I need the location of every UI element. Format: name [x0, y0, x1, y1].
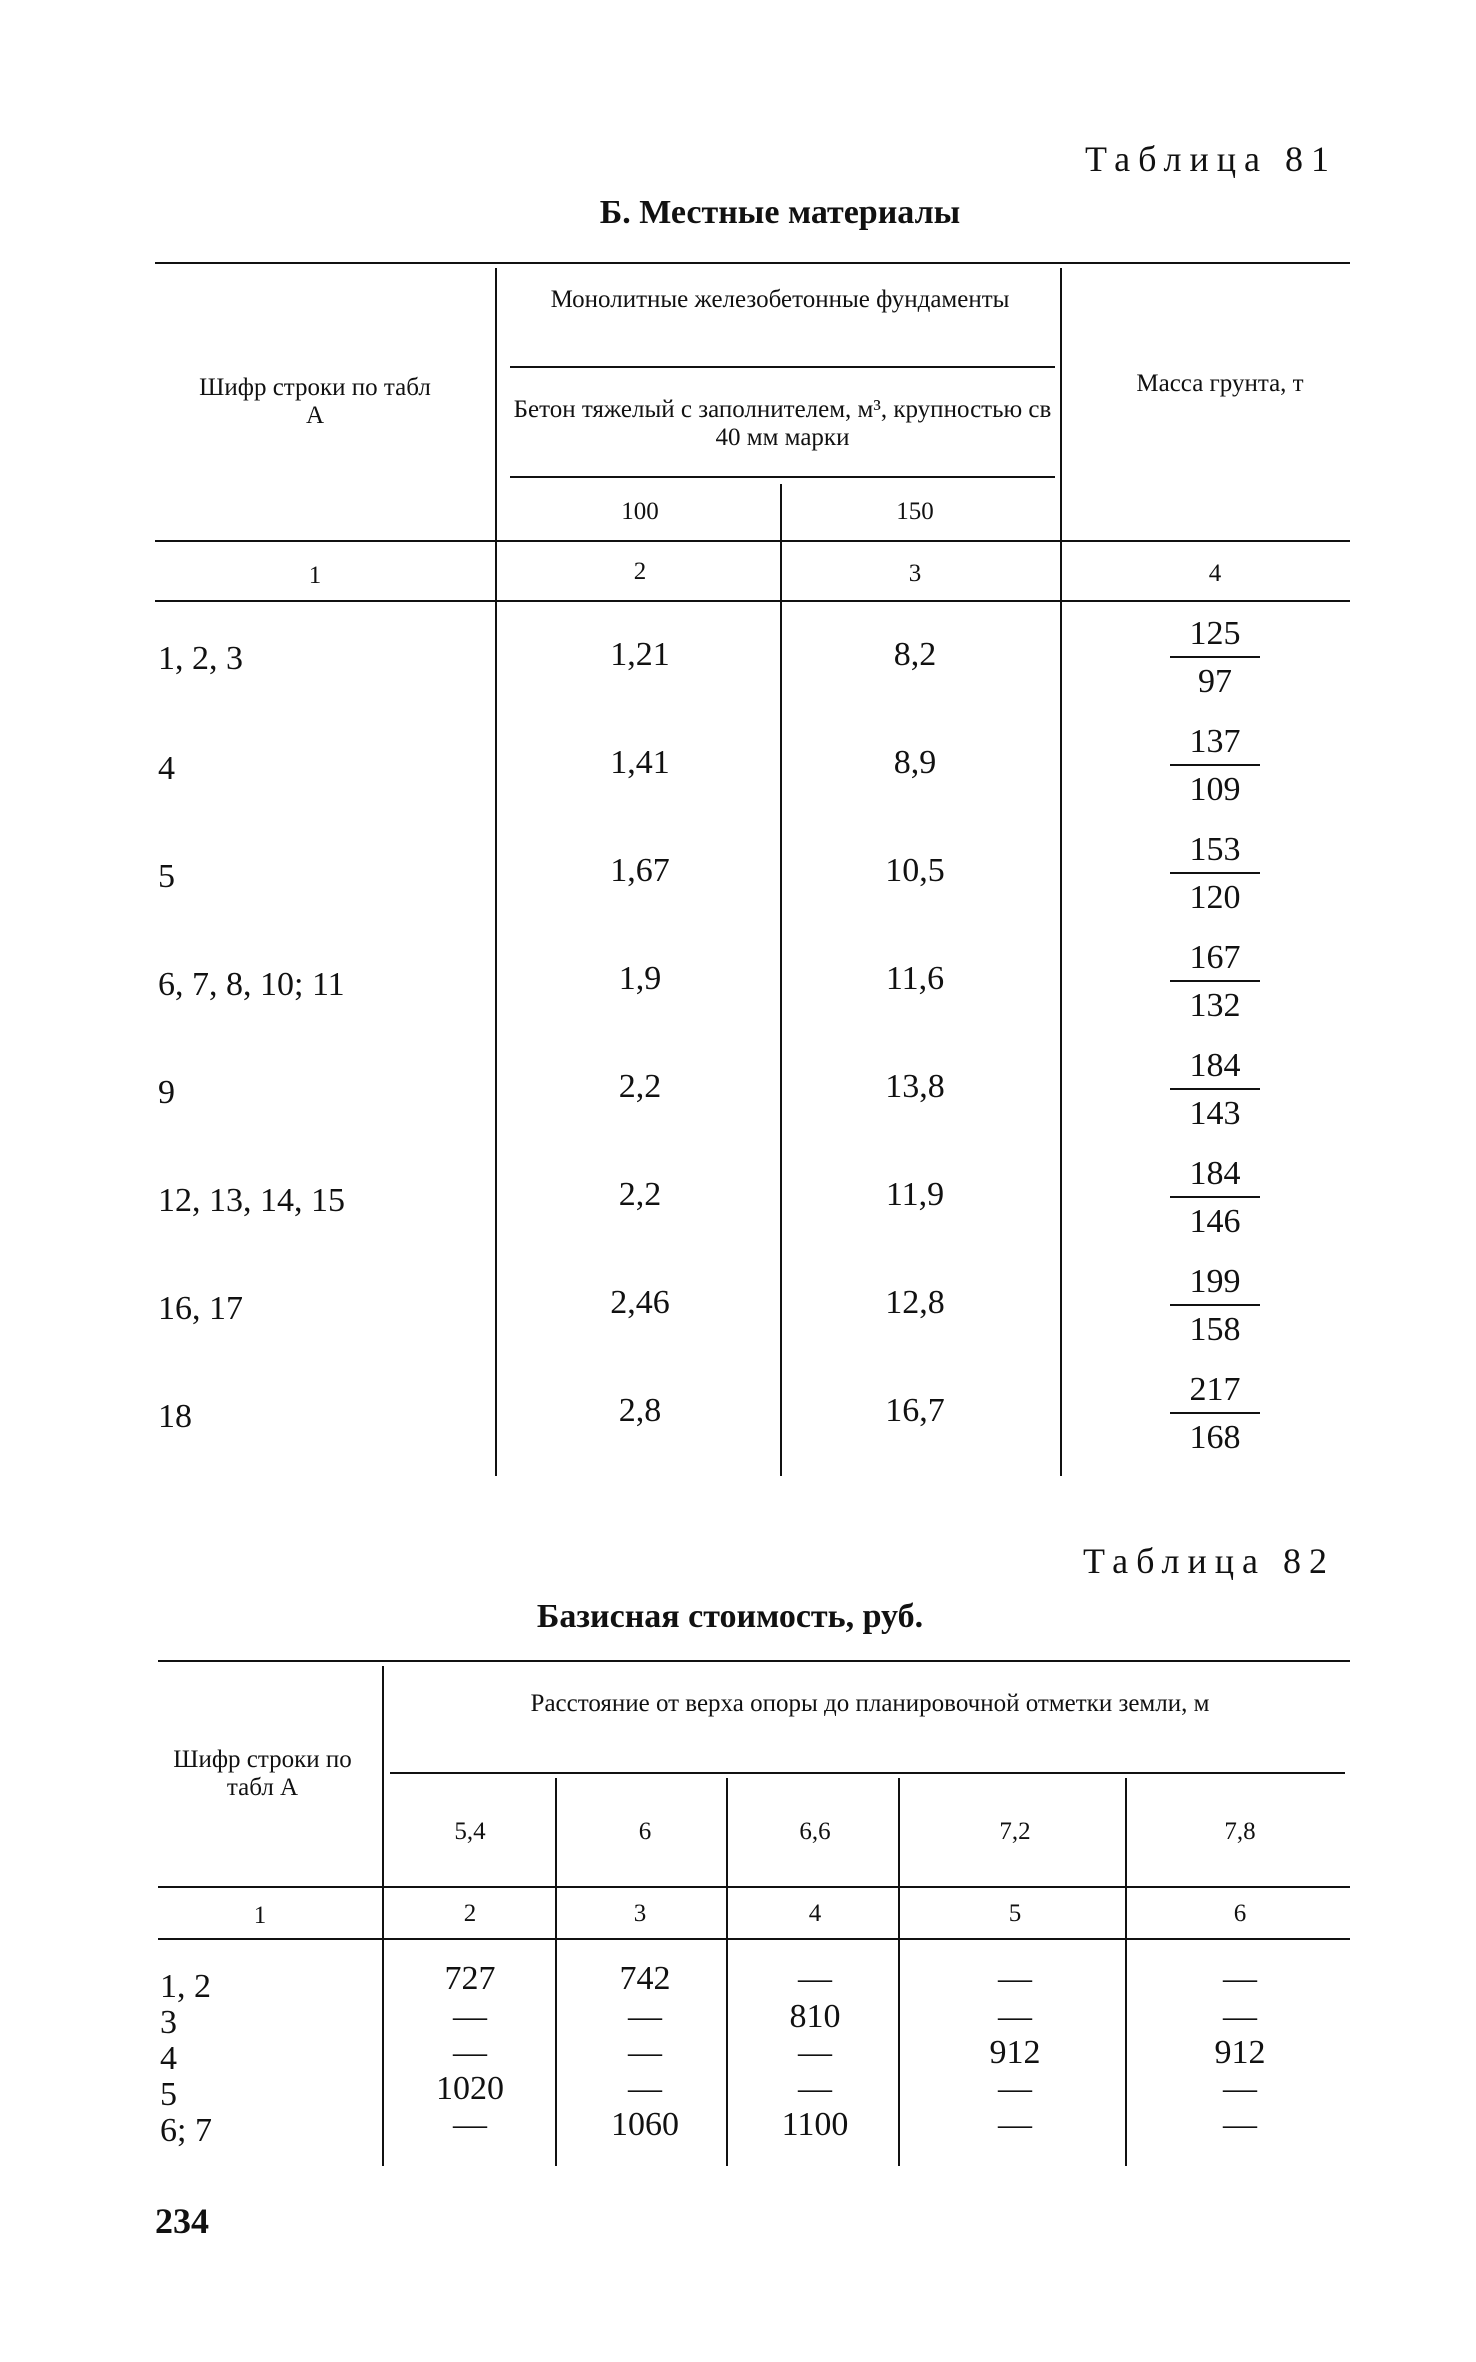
mass-top: 125: [1170, 612, 1260, 658]
mass-top: 217: [1170, 1368, 1260, 1414]
table81-colnum-3: 3: [908, 560, 922, 587]
table82-vrule-5: [1125, 1778, 1127, 2166]
cell-mass: [1170, 1044, 1260, 1134]
cell-mass: [1170, 612, 1260, 702]
cell-mass: [1170, 1152, 1260, 1242]
mass-bottom: 143: [1189, 1095, 1241, 1132]
mass-bottom: 120: [1189, 879, 1241, 916]
mass-bottom: 97: [1198, 663, 1232, 700]
table81-header-bottom-rule: [155, 540, 1350, 542]
cell-7-8: 912: [1214, 2034, 1266, 2071]
table81-vrule-2: [780, 484, 782, 1476]
cell-7-8: —: [1223, 1998, 1257, 2035]
cell-7-8: —: [1223, 1960, 1257, 1997]
mass-top: 153: [1170, 828, 1260, 874]
table82-top-rule: [158, 1660, 1350, 1662]
mass-bottom: 158: [1189, 1311, 1241, 1348]
cell-grade150: 13,8: [885, 1068, 945, 1105]
cell-6: —: [628, 1998, 662, 2035]
row-code: 16, 17: [158, 1290, 243, 1327]
table82-colnum-bottom-rule: [158, 1938, 1350, 1940]
mass-top: 184: [1170, 1044, 1260, 1090]
cell-7-2: —: [998, 2106, 1032, 2143]
cell-5-4: 727: [444, 1960, 496, 1997]
cell-7-8: —: [1223, 2106, 1257, 2143]
cell-grade100: 2,8: [618, 1392, 662, 1429]
table82-vrule-1: [382, 1666, 384, 2166]
row-code: 1, 2: [160, 1968, 211, 2005]
table81-header-grade150: 150: [896, 498, 934, 525]
cell-7-2: —: [998, 2070, 1032, 2107]
cell-grade100: 1,67: [610, 852, 670, 889]
row-code: 5: [160, 2076, 177, 2113]
table82-title: Базисная стоимость, руб.: [536, 1598, 924, 1635]
cell-5-4: —: [453, 1998, 487, 2035]
cell-5-4: —: [453, 2034, 487, 2071]
table81-label: Таблица 81: [1085, 139, 1337, 179]
table81-rule-under-monolith: [510, 366, 1055, 368]
cell-6-6: 810: [789, 1998, 841, 2035]
table81-header-concrete: Бетон тяжелый с заполнителем, м³, крупностью св 40 мм марки: [513, 396, 1052, 451]
table81-colnum-bottom-rule: [155, 600, 1350, 602]
table81-colnum-2: 2: [633, 558, 647, 585]
mass-top: 167: [1170, 936, 1260, 982]
table82-header-bottom-rule: [158, 1886, 1350, 1888]
cell-grade150: 11,6: [885, 960, 945, 997]
cell-grade150: 8,2: [893, 636, 937, 673]
table82-colnum-4: 4: [808, 1900, 822, 1927]
table82-vrule-4: [898, 1778, 900, 2166]
cell-6-6: —: [798, 2034, 832, 2071]
cell-6: —: [628, 2034, 662, 2071]
table82-header-d4: 7,2: [999, 1818, 1031, 1845]
table81-header-grade100: 100: [621, 498, 659, 525]
table82-colnum-1: 1: [253, 1902, 267, 1929]
row-code: 9: [158, 1074, 175, 1111]
cell-7-8: —: [1223, 2070, 1257, 2107]
table81-rule-under-concrete: [510, 476, 1055, 478]
cell-grade100: 1,41: [610, 744, 670, 781]
cell-grade100: 1,21: [610, 636, 670, 673]
table82-colnum-2: 2: [463, 1900, 477, 1927]
table82-rule-under-distance: [390, 1772, 1345, 1774]
cell-7-2: —: [998, 1998, 1032, 2035]
cell-6: —: [628, 2070, 662, 2107]
mass-top: 184: [1170, 1152, 1260, 1198]
cell-mass: [1170, 1368, 1260, 1458]
table81-header-code: Шифр строки по табл А: [199, 374, 431, 429]
cell-grade150: 8,9: [893, 744, 937, 781]
cell-mass: [1170, 936, 1260, 1026]
table82-colnum-3: 3: [633, 1900, 647, 1927]
row-code: 6, 7, 8, 10; 11: [158, 966, 345, 1003]
cell-6-6: —: [798, 2070, 832, 2107]
table82-header-d1: 5,4: [454, 1818, 486, 1845]
cell-grade100: 1,9: [618, 960, 662, 997]
table81-title: Б. Местные материалы: [599, 194, 961, 231]
row-code: 6; 7: [160, 2112, 212, 2149]
cell-6-6: —: [798, 1960, 832, 1997]
table81-top-rule: [155, 262, 1350, 264]
cell-mass: [1170, 828, 1260, 918]
row-code: 5: [158, 858, 175, 895]
table82-label: Таблица 82: [1083, 1541, 1335, 1581]
table82-vrule-3: [726, 1778, 728, 2166]
table82-colnum-5: 5: [1008, 1900, 1022, 1927]
cell-grade150: 16,7: [885, 1392, 945, 1429]
table81-vrule-3: [1060, 268, 1062, 1476]
cell-grade100: 2,2: [618, 1068, 662, 1105]
row-code: 3: [160, 2004, 177, 2041]
table82-header-code: Шифр строки по табл А: [173, 1746, 352, 1801]
cell-6: 742: [619, 1960, 671, 1997]
cell-5-4: —: [453, 2106, 487, 2143]
table82-header-d2: 6: [638, 1818, 652, 1845]
cell-grade100: 2,2: [618, 1176, 662, 1213]
cell-7-2: —: [998, 1960, 1032, 1997]
cell-mass: [1170, 720, 1260, 810]
row-code: 4: [160, 2040, 177, 2077]
table81-colnum-4: 4: [1208, 560, 1222, 587]
table82-header-d3: 6,6: [799, 1818, 831, 1845]
row-code: 12, 13, 14, 15: [158, 1182, 345, 1219]
table82-header-distance: Расстояние от верха опоры до планировочной отметки земли, м: [530, 1690, 1210, 1717]
table82-vrule-2: [555, 1778, 557, 2166]
mass-bottom: 132: [1189, 987, 1241, 1024]
page-number: 234: [155, 2201, 209, 2241]
table81-colnum-1: 1: [308, 562, 322, 589]
cell-grade150: 10,5: [885, 852, 945, 889]
cell-6: 1060: [611, 2106, 679, 2143]
table81-header-mass: Масса грунта, т: [1136, 370, 1304, 397]
mass-bottom: 146: [1189, 1203, 1241, 1240]
table82-header-d5: 7,8: [1224, 1818, 1256, 1845]
row-code: 18: [158, 1398, 192, 1435]
table81-vrule-1: [495, 268, 497, 1476]
row-code: 1, 2, 3: [158, 640, 243, 677]
cell-grade150: 11,9: [885, 1176, 945, 1213]
cell-5-4: 1020: [436, 2070, 504, 2107]
mass-bottom: 109: [1189, 771, 1241, 808]
mass-bottom: 168: [1189, 1419, 1241, 1456]
cell-6-6: 1100: [781, 2106, 849, 2143]
cell-mass: [1170, 1260, 1260, 1350]
table81-header-monolith: Монолитные железобетонные фундаменты: [550, 286, 1010, 313]
cell-grade150: 12,8: [885, 1284, 945, 1321]
cell-7-2: 912: [989, 2034, 1041, 2071]
mass-top: 137: [1170, 720, 1260, 766]
mass-top: 199: [1170, 1260, 1260, 1306]
table82-colnum-6: 6: [1233, 1900, 1247, 1927]
row-code: 4: [158, 750, 175, 787]
cell-grade100: 2,46: [610, 1284, 670, 1321]
